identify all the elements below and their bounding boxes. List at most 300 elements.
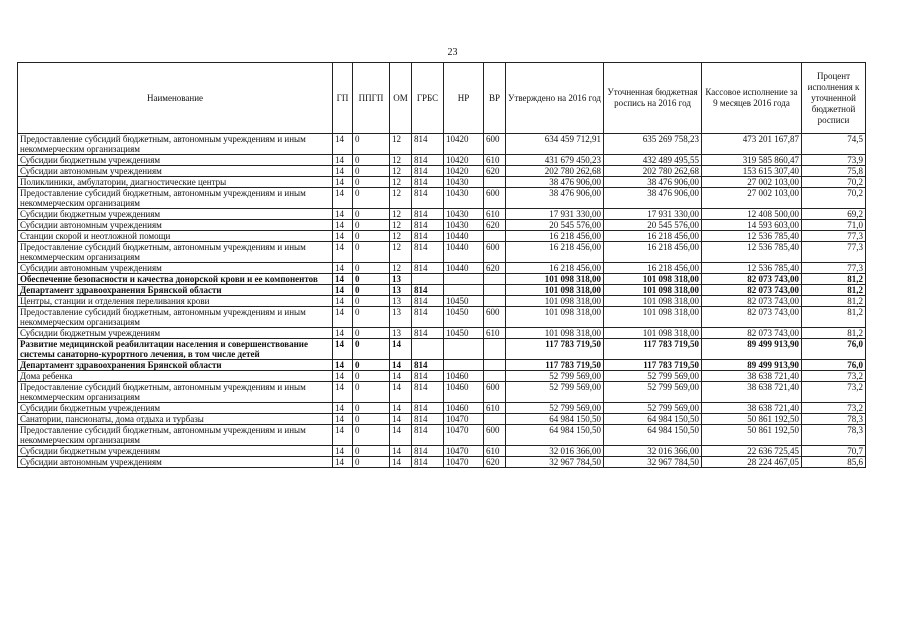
cell-ppgp: 0 xyxy=(353,231,390,242)
cell-om: 14 xyxy=(390,403,412,414)
cell-approved: 101 098 318,00 xyxy=(506,307,604,328)
cell-grbs: 814 xyxy=(412,242,444,263)
cell-vr: 610 xyxy=(484,209,506,220)
cell-vr xyxy=(484,296,506,307)
cell-name: Субсидии бюджетным учреждениям xyxy=(18,155,333,166)
cell-percent: 73,2 xyxy=(802,382,866,403)
cell-approved: 16 218 456,00 xyxy=(506,231,604,242)
cell-executed: 473 201 167,87 xyxy=(702,134,802,155)
cell-refined: 16 218 456,00 xyxy=(604,231,702,242)
table-row xyxy=(18,188,866,209)
table-row xyxy=(18,425,866,446)
cell-grbs: 814 xyxy=(412,134,444,155)
cell-name: Предоставление субсидий бюджетным, автономным учреждениям и иным некоммерческим организациям xyxy=(18,425,333,446)
cell-executed: 82 073 743,00 xyxy=(702,328,802,339)
cell-ppgp: 0 xyxy=(353,339,390,360)
cell-ppgp: 0 xyxy=(353,403,390,414)
cell-grbs: 814 xyxy=(412,425,444,446)
cell-om: 12 xyxy=(390,188,412,209)
table-row xyxy=(18,382,866,403)
cell-nr: 10460 xyxy=(444,403,484,414)
cell-ppgp: 0 xyxy=(353,242,390,263)
cell-percent: 73,2 xyxy=(802,403,866,414)
cell-nr: 10440 xyxy=(444,263,484,274)
cell-gp: 14 xyxy=(333,425,353,446)
cell-approved: 64 984 150,50 xyxy=(506,414,604,425)
cell-vr xyxy=(484,339,506,360)
cell-executed: 82 073 743,00 xyxy=(702,296,802,307)
cell-gp: 14 xyxy=(333,220,353,231)
cell-approved: 64 984 150,50 xyxy=(506,425,604,446)
cell-refined: 101 098 318,00 xyxy=(604,307,702,328)
cell-gp: 14 xyxy=(333,414,353,425)
cell-grbs: 814 xyxy=(412,307,444,328)
cell-approved: 17 931 330,00 xyxy=(506,209,604,220)
cell-ppgp: 0 xyxy=(353,177,390,188)
cell-refined: 32 016 366,00 xyxy=(604,446,702,457)
cell-grbs: 814 xyxy=(412,188,444,209)
cell-om: 14 xyxy=(390,371,412,382)
cell-ppgp: 0 xyxy=(353,360,390,371)
column-header-grbs: ГРБС xyxy=(412,63,444,134)
column-header-om: ОМ xyxy=(390,63,412,134)
cell-percent: 69,2 xyxy=(802,209,866,220)
cell-refined: 101 098 318,00 xyxy=(604,296,702,307)
cell-percent: 70,2 xyxy=(802,188,866,209)
cell-executed: 89 499 913,90 xyxy=(702,360,802,371)
cell-vr: 610 xyxy=(484,403,506,414)
table-row xyxy=(18,296,866,307)
cell-name: Предоставление субсидий бюджетным, автономным учреждениям и иным некоммерческим организациям xyxy=(18,134,333,155)
cell-vr: 600 xyxy=(484,382,506,403)
table-row xyxy=(18,285,866,296)
cell-nr: 10470 xyxy=(444,446,484,457)
cell-executed: 12 408 500,00 xyxy=(702,209,802,220)
cell-name: Предоставление субсидий бюджетным, автономным учреждениям и иным некоммерческим организациям xyxy=(18,382,333,403)
cell-grbs: 814 xyxy=(412,263,444,274)
cell-nr: 10420 xyxy=(444,166,484,177)
cell-om: 14 xyxy=(390,339,412,360)
cell-ppgp: 0 xyxy=(353,382,390,403)
cell-refined: 101 098 318,00 xyxy=(604,285,702,296)
cell-nr: 10450 xyxy=(444,328,484,339)
cell-percent: 71,0 xyxy=(802,220,866,231)
cell-ppgp: 0 xyxy=(353,307,390,328)
cell-executed: 12 536 785,40 xyxy=(702,263,802,274)
cell-percent: 81,2 xyxy=(802,328,866,339)
cell-approved: 117 783 719,50 xyxy=(506,360,604,371)
cell-nr: 10470 xyxy=(444,414,484,425)
cell-om: 12 xyxy=(390,155,412,166)
cell-gp: 14 xyxy=(333,188,353,209)
cell-approved: 16 218 456,00 xyxy=(506,263,604,274)
cell-om: 12 xyxy=(390,242,412,263)
cell-executed: 12 536 785,40 xyxy=(702,231,802,242)
table-row xyxy=(18,155,866,166)
cell-vr xyxy=(484,177,506,188)
cell-grbs: 814 xyxy=(412,209,444,220)
cell-refined: 38 476 906,00 xyxy=(604,188,702,209)
cell-gp: 14 xyxy=(333,166,353,177)
cell-ppgp: 0 xyxy=(353,188,390,209)
cell-vr: 610 xyxy=(484,446,506,457)
cell-percent: 81,2 xyxy=(802,274,866,285)
cell-percent: 75,8 xyxy=(802,166,866,177)
cell-percent: 81,2 xyxy=(802,285,866,296)
cell-name: Субсидии автономным учреждениям xyxy=(18,220,333,231)
cell-vr: 600 xyxy=(484,242,506,263)
cell-refined: 32 967 784,50 xyxy=(604,457,702,468)
cell-nr: 10450 xyxy=(444,296,484,307)
cell-name: Департамент здравоохранения Брянской области xyxy=(18,360,333,371)
cell-gp: 14 xyxy=(333,360,353,371)
cell-gp: 14 xyxy=(333,382,353,403)
table-row xyxy=(18,220,866,231)
cell-vr xyxy=(484,274,506,285)
cell-refined: 117 783 719,50 xyxy=(604,339,702,360)
table-row xyxy=(18,274,866,285)
cell-executed: 89 499 913,90 xyxy=(702,339,802,360)
cell-approved: 431 679 450,23 xyxy=(506,155,604,166)
table-row xyxy=(18,177,866,188)
cell-approved: 101 098 318,00 xyxy=(506,274,604,285)
cell-approved: 634 459 712,91 xyxy=(506,134,604,155)
cell-vr: 620 xyxy=(484,166,506,177)
cell-grbs xyxy=(412,339,444,360)
cell-ppgp: 0 xyxy=(353,425,390,446)
cell-refined: 432 489 495,55 xyxy=(604,155,702,166)
cell-grbs: 814 xyxy=(412,360,444,371)
cell-grbs: 814 xyxy=(412,328,444,339)
column-header-approved: Утверждено на 2016 год xyxy=(506,63,604,134)
cell-nr: 10440 xyxy=(444,231,484,242)
cell-approved: 101 098 318,00 xyxy=(506,296,604,307)
cell-grbs: 814 xyxy=(412,220,444,231)
cell-executed: 319 585 860,47 xyxy=(702,155,802,166)
table-row xyxy=(18,403,866,414)
table-body xyxy=(18,134,866,468)
cell-ppgp: 0 xyxy=(353,414,390,425)
cell-ppgp: 0 xyxy=(353,166,390,177)
cell-nr: 10460 xyxy=(444,382,484,403)
cell-vr xyxy=(484,285,506,296)
cell-vr: 610 xyxy=(484,155,506,166)
cell-ppgp: 0 xyxy=(353,263,390,274)
cell-gp: 14 xyxy=(333,328,353,339)
cell-gp: 14 xyxy=(333,307,353,328)
cell-refined: 17 931 330,00 xyxy=(604,209,702,220)
cell-refined: 52 799 569,00 xyxy=(604,371,702,382)
cell-vr xyxy=(484,231,506,242)
cell-gp: 14 xyxy=(333,371,353,382)
cell-vr xyxy=(484,360,506,371)
cell-om: 12 xyxy=(390,166,412,177)
cell-ppgp: 0 xyxy=(353,457,390,468)
cell-grbs: 814 xyxy=(412,155,444,166)
cell-percent: 76,0 xyxy=(802,360,866,371)
table-row xyxy=(18,263,866,274)
table-row xyxy=(18,166,866,177)
cell-vr: 600 xyxy=(484,425,506,446)
cell-refined: 64 984 150,50 xyxy=(604,414,702,425)
cell-approved: 20 545 576,00 xyxy=(506,220,604,231)
cell-grbs: 814 xyxy=(412,296,444,307)
cell-gp: 14 xyxy=(333,155,353,166)
column-header-ppgp: ППГП xyxy=(353,63,390,134)
cell-name: Развитие медицинской реабилитации населения и совершенствование системы санаторно-курортного лечения, в том числе детей xyxy=(18,339,333,360)
cell-nr xyxy=(444,339,484,360)
table-row xyxy=(18,328,866,339)
cell-executed: 22 636 725,45 xyxy=(702,446,802,457)
cell-executed: 50 861 192,50 xyxy=(702,414,802,425)
cell-grbs: 814 xyxy=(412,371,444,382)
cell-refined: 101 098 318,00 xyxy=(604,328,702,339)
cell-percent: 85,6 xyxy=(802,457,866,468)
cell-vr xyxy=(484,414,506,425)
cell-refined: 52 799 569,00 xyxy=(604,382,702,403)
cell-name: Предоставление субсидий бюджетным, автономным учреждениям и иным некоммерческим организациям xyxy=(18,242,333,263)
cell-ppgp: 0 xyxy=(353,285,390,296)
cell-ppgp: 0 xyxy=(353,371,390,382)
cell-name: Обеспечение безопасности и качества донорской крови и ее компонентов xyxy=(18,274,333,285)
cell-nr: 10440 xyxy=(444,242,484,263)
cell-nr: 10420 xyxy=(444,155,484,166)
cell-nr xyxy=(444,274,484,285)
cell-ppgp: 0 xyxy=(353,209,390,220)
column-header-percent: Процент исполнения к уточненной бюджетной росписи xyxy=(802,63,866,134)
cell-om: 14 xyxy=(390,414,412,425)
table-row xyxy=(18,242,866,263)
column-header-nr: НР xyxy=(444,63,484,134)
cell-nr: 10470 xyxy=(444,457,484,468)
cell-percent: 77,3 xyxy=(802,231,866,242)
cell-refined: 16 218 456,00 xyxy=(604,263,702,274)
cell-vr xyxy=(484,371,506,382)
cell-approved: 202 780 262,68 xyxy=(506,166,604,177)
cell-percent: 81,2 xyxy=(802,307,866,328)
table-row xyxy=(18,307,866,328)
cell-nr: 10430 xyxy=(444,209,484,220)
table-header-row xyxy=(18,63,866,134)
cell-percent: 70,2 xyxy=(802,177,866,188)
cell-approved: 32 967 784,50 xyxy=(506,457,604,468)
cell-ppgp: 0 xyxy=(353,220,390,231)
cell-percent: 78,3 xyxy=(802,425,866,446)
cell-gp: 14 xyxy=(333,446,353,457)
cell-om: 14 xyxy=(390,425,412,446)
cell-percent: 81,2 xyxy=(802,296,866,307)
cell-name: Субсидии автономным учреждениям xyxy=(18,263,333,274)
cell-executed: 38 638 721,40 xyxy=(702,371,802,382)
cell-nr: 10420 xyxy=(444,134,484,155)
budget-execution-table xyxy=(17,62,866,468)
table-row xyxy=(18,134,866,155)
cell-vr: 620 xyxy=(484,263,506,274)
cell-vr: 620 xyxy=(484,220,506,231)
cell-percent: 77,3 xyxy=(802,263,866,274)
cell-grbs: 814 xyxy=(412,382,444,403)
cell-approved: 101 098 318,00 xyxy=(506,285,604,296)
cell-nr: 10430 xyxy=(444,177,484,188)
cell-name: Центры, станции и отделения переливания крови xyxy=(18,296,333,307)
column-header-name: Наименование xyxy=(18,63,333,134)
cell-executed: 38 638 721,40 xyxy=(702,382,802,403)
cell-executed: 27 002 103,00 xyxy=(702,177,802,188)
cell-vr: 600 xyxy=(484,134,506,155)
cell-name: Субсидии бюджетным учреждениям xyxy=(18,403,333,414)
cell-nr: 10450 xyxy=(444,307,484,328)
cell-name: Субсидии бюджетным учреждениям xyxy=(18,328,333,339)
cell-ppgp: 0 xyxy=(353,274,390,285)
cell-executed: 153 615 307,40 xyxy=(702,166,802,177)
cell-grbs: 814 xyxy=(412,231,444,242)
cell-percent: 76,0 xyxy=(802,339,866,360)
cell-name: Предоставление субсидий бюджетным, автономным учреждениям и иным некоммерческим организациям xyxy=(18,307,333,328)
cell-refined: 101 098 318,00 xyxy=(604,274,702,285)
cell-om: 12 xyxy=(390,263,412,274)
cell-approved: 52 799 569,00 xyxy=(506,371,604,382)
cell-executed: 82 073 743,00 xyxy=(702,285,802,296)
cell-name: Субсидии бюджетным учреждениям xyxy=(18,446,333,457)
cell-om: 12 xyxy=(390,220,412,231)
cell-percent: 77,3 xyxy=(802,242,866,263)
cell-gp: 14 xyxy=(333,177,353,188)
cell-grbs xyxy=(412,274,444,285)
column-header-executed: Кассовое исполнение за 9 месяцев 2016 года xyxy=(702,63,802,134)
cell-executed: 82 073 743,00 xyxy=(702,307,802,328)
cell-om: 13 xyxy=(390,274,412,285)
cell-ppgp: 0 xyxy=(353,328,390,339)
cell-nr: 10430 xyxy=(444,220,484,231)
table-row xyxy=(18,446,866,457)
table-row xyxy=(18,360,866,371)
cell-refined: 20 545 576,00 xyxy=(604,220,702,231)
cell-om: 12 xyxy=(390,209,412,220)
cell-nr xyxy=(444,360,484,371)
cell-ppgp: 0 xyxy=(353,134,390,155)
cell-executed: 27 002 103,00 xyxy=(702,188,802,209)
cell-percent: 70,7 xyxy=(802,446,866,457)
cell-om: 14 xyxy=(390,446,412,457)
table-row xyxy=(18,339,866,360)
cell-grbs: 814 xyxy=(412,457,444,468)
cell-name: Субсидии автономным учреждениям xyxy=(18,166,333,177)
column-header-gp: ГП xyxy=(333,63,353,134)
cell-grbs: 814 xyxy=(412,446,444,457)
cell-name: Санатории, пансионаты, дома отдыха и турбазы xyxy=(18,414,333,425)
cell-grbs: 814 xyxy=(412,403,444,414)
cell-om: 14 xyxy=(390,382,412,403)
cell-nr xyxy=(444,285,484,296)
cell-vr: 610 xyxy=(484,328,506,339)
cell-grbs: 814 xyxy=(412,177,444,188)
cell-gp: 14 xyxy=(333,242,353,263)
table-row xyxy=(18,209,866,220)
cell-approved: 117 783 719,50 xyxy=(506,339,604,360)
cell-executed: 38 638 721,40 xyxy=(702,403,802,414)
cell-gp: 14 xyxy=(333,285,353,296)
cell-percent: 73,2 xyxy=(802,371,866,382)
cell-om: 12 xyxy=(390,231,412,242)
cell-executed: 12 536 785,40 xyxy=(702,242,802,263)
table-row xyxy=(18,457,866,468)
cell-ppgp: 0 xyxy=(353,155,390,166)
cell-gp: 14 xyxy=(333,263,353,274)
cell-vr: 600 xyxy=(484,188,506,209)
cell-executed: 82 073 743,00 xyxy=(702,274,802,285)
cell-percent: 78,3 xyxy=(802,414,866,425)
cell-refined: 16 218 456,00 xyxy=(604,242,702,263)
cell-name: Субсидии бюджетным учреждениям xyxy=(18,209,333,220)
table-row xyxy=(18,231,866,242)
cell-approved: 52 799 569,00 xyxy=(506,403,604,414)
cell-nr: 10460 xyxy=(444,371,484,382)
cell-ppgp: 0 xyxy=(353,446,390,457)
cell-om: 13 xyxy=(390,328,412,339)
cell-nr: 10470 xyxy=(444,425,484,446)
cell-gp: 14 xyxy=(333,403,353,414)
cell-name: Предоставление субсидий бюджетным, автономным учреждениям и иным некоммерческим организациям xyxy=(18,188,333,209)
cell-refined: 117 783 719,50 xyxy=(604,360,702,371)
cell-refined: 202 780 262,68 xyxy=(604,166,702,177)
cell-grbs: 814 xyxy=(412,285,444,296)
cell-refined: 64 984 150,50 xyxy=(604,425,702,446)
cell-om: 13 xyxy=(390,285,412,296)
cell-gp: 14 xyxy=(333,231,353,242)
cell-om: 13 xyxy=(390,307,412,328)
cell-refined: 38 476 906,00 xyxy=(604,177,702,188)
table-row xyxy=(18,414,866,425)
cell-refined: 52 799 569,00 xyxy=(604,403,702,414)
cell-gp: 14 xyxy=(333,296,353,307)
cell-executed: 28 224 467,05 xyxy=(702,457,802,468)
cell-gp: 14 xyxy=(333,134,353,155)
cell-om: 12 xyxy=(390,177,412,188)
cell-name: Дома ребенка xyxy=(18,371,333,382)
column-header-vr: ВР xyxy=(484,63,506,134)
cell-vr: 620 xyxy=(484,457,506,468)
cell-om: 14 xyxy=(390,457,412,468)
cell-executed: 50 861 192,50 xyxy=(702,425,802,446)
cell-approved: 32 016 366,00 xyxy=(506,446,604,457)
cell-gp: 14 xyxy=(333,274,353,285)
cell-approved: 52 799 569,00 xyxy=(506,382,604,403)
cell-grbs: 814 xyxy=(412,166,444,177)
cell-percent: 74,5 xyxy=(802,134,866,155)
cell-approved: 38 476 906,00 xyxy=(506,177,604,188)
cell-approved: 38 476 906,00 xyxy=(506,188,604,209)
cell-name: Департамент здравоохранения Брянской области xyxy=(18,285,333,296)
cell-gp: 14 xyxy=(333,457,353,468)
cell-percent: 73,9 xyxy=(802,155,866,166)
cell-approved: 16 218 456,00 xyxy=(506,242,604,263)
cell-ppgp: 0 xyxy=(353,296,390,307)
cell-gp: 14 xyxy=(333,339,353,360)
cell-approved: 101 098 318,00 xyxy=(506,328,604,339)
cell-nr: 10430 xyxy=(444,188,484,209)
cell-name: Поликлиники, амбулатории, диагностические центры xyxy=(18,177,333,188)
cell-executed: 14 593 603,00 xyxy=(702,220,802,231)
page-number: 23 xyxy=(447,47,458,58)
cell-grbs: 814 xyxy=(412,414,444,425)
cell-om: 12 xyxy=(390,134,412,155)
column-header-refined: Уточненная бюджетная роспись на 2016 год xyxy=(604,63,702,134)
table-row xyxy=(18,371,866,382)
cell-refined: 635 269 758,23 xyxy=(604,134,702,155)
cell-om: 13 xyxy=(390,296,412,307)
cell-name: Субсидии автономным учреждениям xyxy=(18,457,333,468)
cell-name: Станции скорой и неотложной помощи xyxy=(18,231,333,242)
